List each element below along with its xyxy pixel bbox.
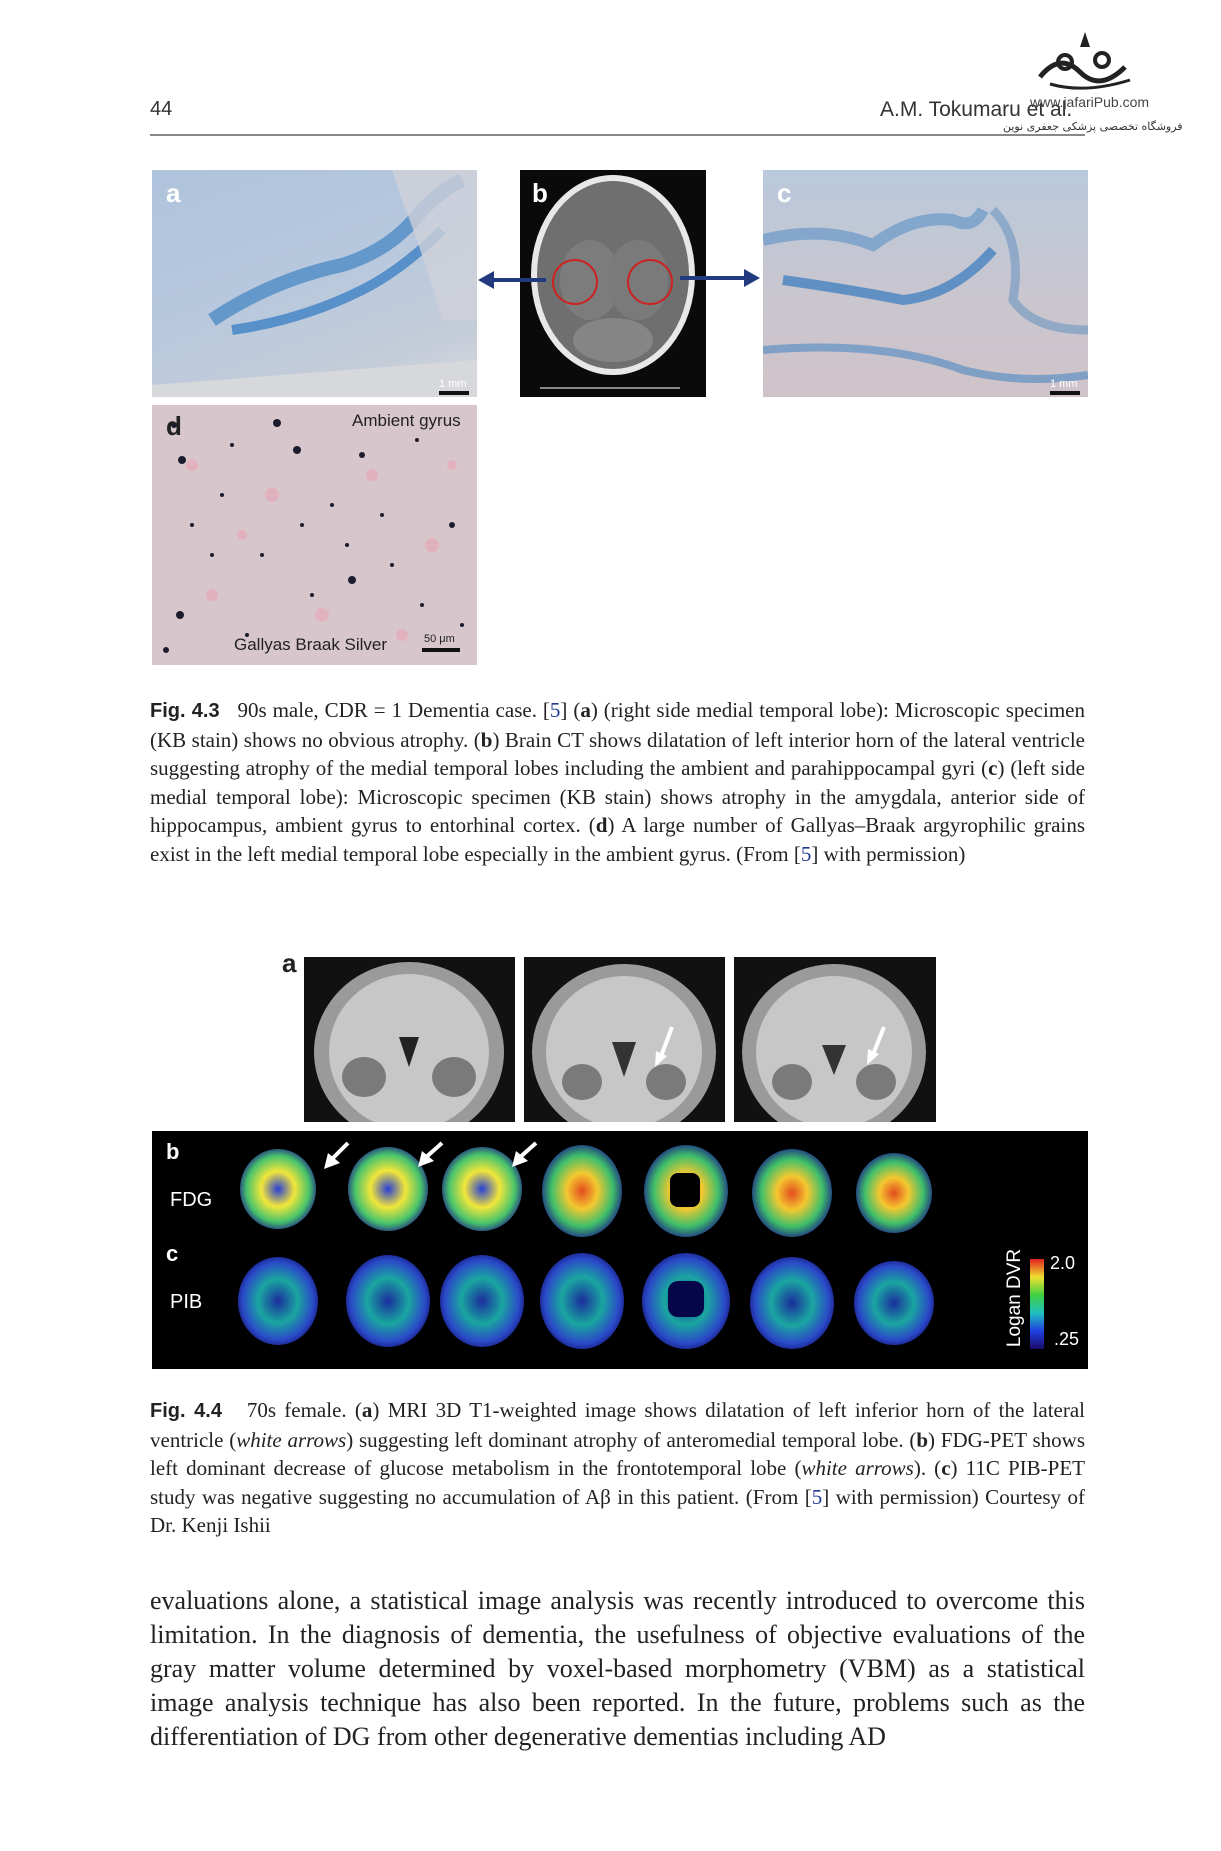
caption-text: ) Brain CT shows dilatation of left interior horn of the lateral ventricle suggesting atrophy of the medial temporal lobes including the ambient and parahippocampal gyri ( xyxy=(150,727,1085,780)
fig43-label-c: c xyxy=(777,178,792,208)
fig44-caption-label: Fig. 4.4 xyxy=(150,1400,222,1422)
kb-stain-tissue-a xyxy=(152,170,477,397)
fig43-label-d: d xyxy=(166,411,182,441)
colorbar-title: Logan DVR xyxy=(1004,1248,1025,1348)
fig43-label-b: b xyxy=(532,178,548,208)
caption-text: ] with permission) Courtesy of Dr. Kenji Ishii xyxy=(150,1484,1085,1537)
fig43-panel-c xyxy=(763,170,1088,397)
caption-text: ) suggesting left dominant atrophy of anteromedial temporal lobe. ( xyxy=(346,1427,917,1452)
caption-panel-ref: b xyxy=(480,727,493,752)
colorbar-max-label: 2.0 xyxy=(1050,1253,1076,1273)
caption-panel-ref: b xyxy=(916,1427,929,1452)
kb-stain-tissue-c xyxy=(763,170,1088,397)
scale-bar-d xyxy=(422,648,460,652)
fig44-label-a: a xyxy=(282,948,297,978)
fig44-label-c: c xyxy=(166,1241,179,1266)
caption-italic: white arrows xyxy=(236,1427,347,1452)
mri-brain-1 xyxy=(304,957,515,1122)
running-author: A.M. Tokumaru et al. xyxy=(880,98,1073,121)
left-arrow-icon xyxy=(476,268,546,292)
caption-panel-ref: d xyxy=(595,813,608,837)
caption-italic: white arrows xyxy=(801,1456,914,1480)
fig44-caption xyxy=(150,1396,1085,1540)
caption-text: ) MRI 3D T1-weighted image shows dilatation of left inferior horn of the lateral ventricle ( xyxy=(150,1398,1086,1452)
ct-brain-image xyxy=(520,170,706,397)
watermark-subtitle: فروشگاه تخصصی پزشکی جعفری نوین xyxy=(1003,120,1183,133)
scale-label-c: 1 mm xyxy=(1050,378,1078,390)
colorbar xyxy=(1030,1259,1044,1349)
body-paragraph: evaluations alone, a statistical image analysis was recently introduced to overcome this limitation. In the diagnosis of dementia, the usefulness of objective evaluations of the gray matter volume determined by voxel-based morphometry (VBM) as a statistical image analysis technique has also been reported. In the future, problems such as the differentiation of DG from other degenerative dementias including AD xyxy=(150,1586,1085,1751)
mri-slice-2 xyxy=(524,957,725,1122)
caption-text: ] with permission) xyxy=(811,841,966,866)
pib-row-label: PIB xyxy=(170,1291,203,1313)
scale-label-a: 1 mm xyxy=(439,378,467,390)
right-arrow-icon xyxy=(680,266,762,290)
caption-text: ) FDG-PET shows left dominant decrease of glucose metabolism in the frontotemporal lobe ( xyxy=(150,1427,1086,1480)
watermark-url: www.jafariPub.com xyxy=(1030,94,1150,110)
fig43-label-a: a xyxy=(166,178,181,208)
citation-link[interactable]: 5 xyxy=(811,1484,823,1509)
caption-text: 90s male, CDR = 1 Dementia case. [ xyxy=(237,698,550,722)
mri-brain-3 xyxy=(734,957,936,1122)
watermark-logo-icon xyxy=(1030,22,1140,102)
colorbar-min-label: .25 xyxy=(1054,1329,1080,1349)
pet-scans xyxy=(152,1131,1088,1369)
gallyas-braak-label: Gallyas Braak Silver xyxy=(234,635,388,654)
scale-bar-c xyxy=(1050,391,1080,395)
scale-label-d: 50 μm xyxy=(424,633,455,645)
mri-brain-2 xyxy=(524,957,725,1122)
mri-slice-1 xyxy=(304,957,515,1122)
citation-link[interactable]: 5 xyxy=(800,841,812,866)
fig43-panel-d xyxy=(152,405,477,665)
fig43-caption xyxy=(150,696,1085,868)
scale-bar-a xyxy=(439,391,469,395)
caption-text: 70s female. ( xyxy=(246,1398,362,1422)
fig43-caption-label: Fig. 4.3 xyxy=(150,700,220,722)
fig43-panel-b xyxy=(520,170,706,397)
ambient-gyrus-label: Ambient gyrus xyxy=(352,411,461,430)
header-rule xyxy=(150,134,1085,136)
fdg-row-label: FDG xyxy=(170,1189,213,1211)
pet-panel xyxy=(152,1131,1088,1369)
caption-panel-ref: c xyxy=(988,756,998,780)
caption-text: ) (left side medial temporal lobe): Microscopic specimen (KB stain) shows atrophy in the amygdala, anterior side of hippocampus, ambient gyrus to entorhinal cortex. ( xyxy=(150,756,1086,837)
caption-panel-ref: c xyxy=(941,1456,951,1480)
caption-text: ). ( xyxy=(913,1456,942,1480)
caption-text: ) A large number of Gallyas–Braak argyrophilic grains exist in the left medial temporal lobe especially in the ambient gyrus. (From [ xyxy=(150,813,1085,866)
page-number: 44 xyxy=(150,98,173,120)
caption-panel-ref: a xyxy=(361,1398,373,1422)
caption-text: ) (right side medial temporal lobe): Microscopic specimen (KB stain) shows no obvious atrophy. ( xyxy=(150,698,1085,752)
caption-text: ) 11C PIB-PET study was negative suggesting no accumulation of Aβ in this patient. (From [ xyxy=(150,1456,1085,1509)
citation-link[interactable]: 5 xyxy=(549,698,561,722)
caption-panel-ref: a xyxy=(580,698,591,722)
silver-stain-micrograph xyxy=(152,405,477,665)
mri-slice-3 xyxy=(734,957,936,1122)
caption-text: ] ( xyxy=(560,698,581,722)
fig44-label-b: b xyxy=(166,1139,180,1164)
fig43-panel-a xyxy=(152,170,477,397)
